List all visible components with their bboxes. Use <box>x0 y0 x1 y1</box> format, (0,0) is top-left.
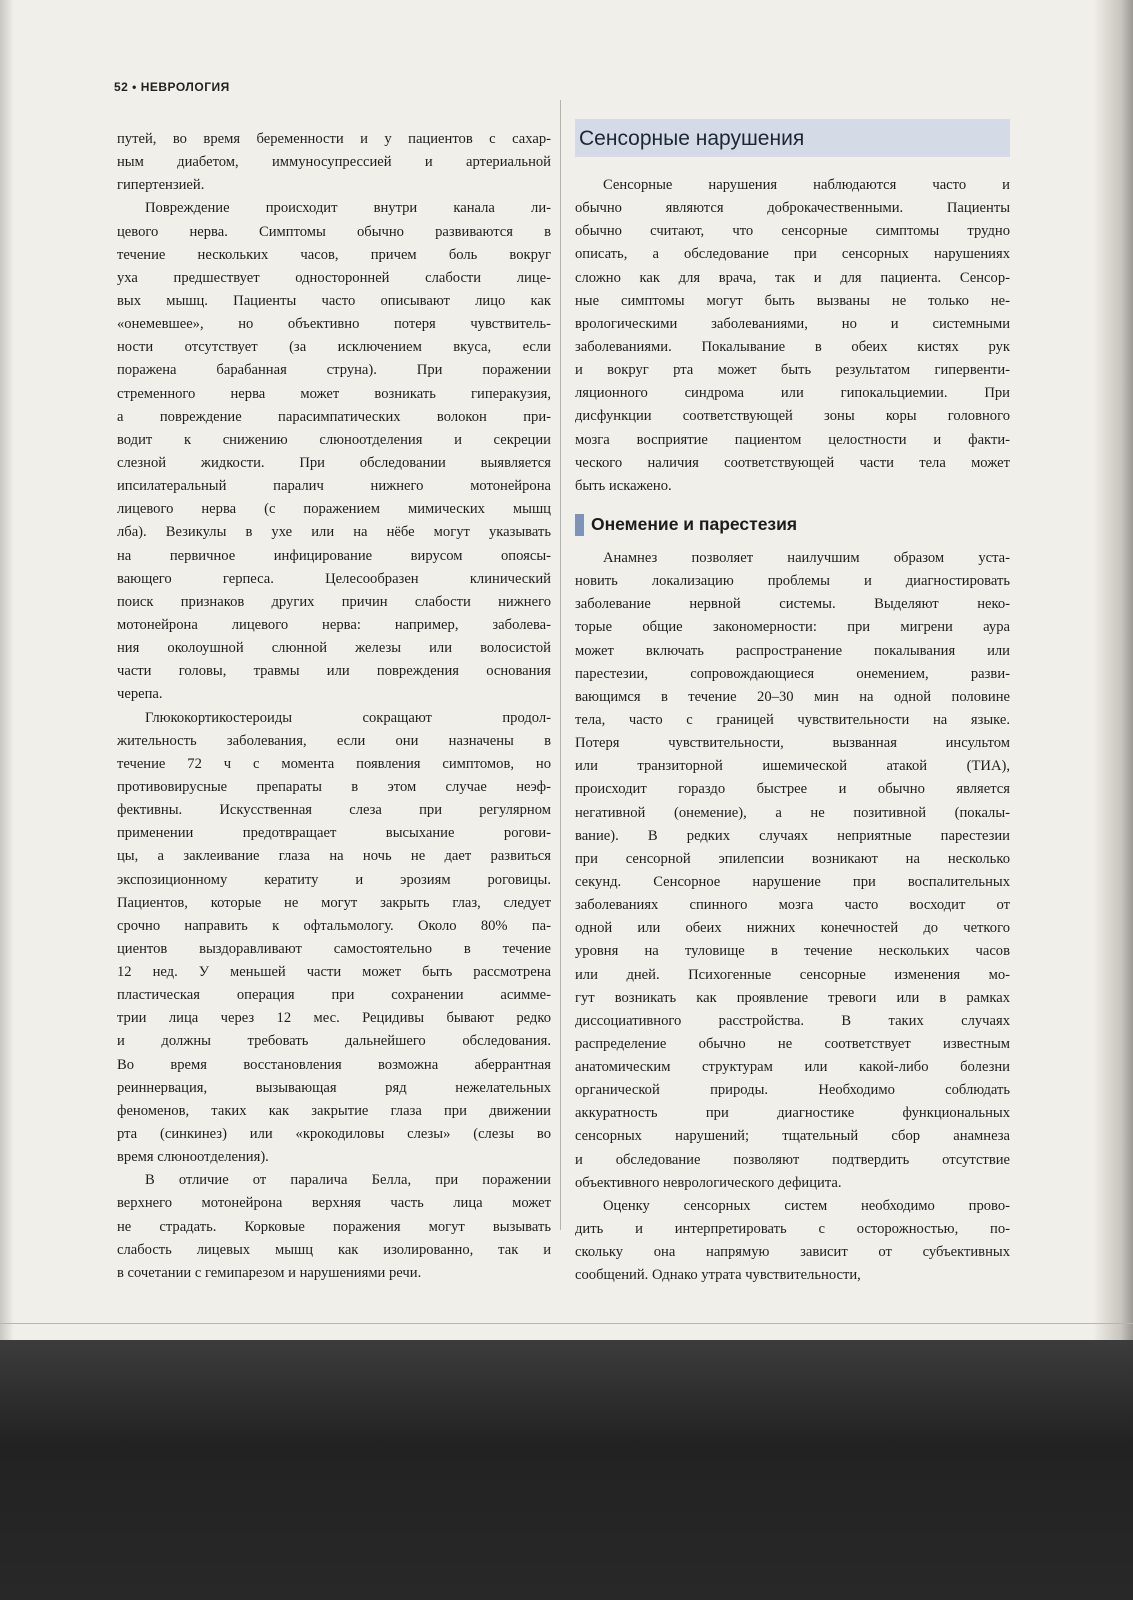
text-line: Повреждение происходит внутри канала ли- <box>145 200 551 217</box>
text-line: верхнего мотонейрона верхняя часть лица может <box>117 1195 551 1212</box>
subsection-title: Онемение и парестезия <box>591 514 798 535</box>
text-line: вание). В редких случаях неприятные парестезии <box>575 827 1010 844</box>
text-line: мотонейрона лицевого нерва: например, заболева- <box>117 616 551 633</box>
text-line: при сенсорной эпилепсии возникают на несколько <box>575 850 1010 867</box>
body-paragraph <box>117 128 551 197</box>
text-line: Сенсорные нарушения наблюдаются часто и <box>603 177 1010 193</box>
text-line: быть искажено. <box>575 477 672 494</box>
text-line: поиск признаков других причин слабости нижнего <box>117 593 551 610</box>
text-line: на первичное инфицирование вирусом опоясы- <box>117 547 551 564</box>
text-line: Анамнез позволяет наилучшим образом уста- <box>603 549 1010 566</box>
text-line: сообщений. Однако утрата чувствительности, <box>575 1267 861 1284</box>
text-line: 12 нед. У меньшей части может быть рассмотрена <box>117 964 551 981</box>
text-line: ности отсутствует (за исключением вкуса, если <box>117 339 551 356</box>
text-line: пластическая операция при сохранении асимме- <box>117 987 551 1004</box>
text-line: а повреждение парасимпатических волокон при- <box>117 408 551 425</box>
page-edge-shadow <box>1093 0 1133 1340</box>
text-line: стременного нерва может возникать гиперакузия, <box>117 385 551 402</box>
text-line: новить локализацию проблемы и диагностировать <box>575 573 1010 590</box>
text-line: негативной (онемение), а не позитивной (покалы- <box>575 804 1010 821</box>
text-line: ческого наличия соответствующей части тела может <box>575 454 1010 471</box>
text-line: парестезии, сопровождающиеся онемением, разви- <box>575 665 1010 682</box>
text-line: время слюноотделения). <box>117 1149 269 1166</box>
text-line: Оценку сенсорных систем необходимо прово- <box>603 1197 1010 1214</box>
text-line: срочно направить к офтальмологу. Около 80% па- <box>117 917 551 934</box>
text-line: дить и интерпретировать с осторожностью, по- <box>575 1221 1010 1238</box>
text-line: не страдать. Корковые поражения могут вызывать <box>117 1218 551 1235</box>
text-line: врологическими заболеваниями, но и системными <box>575 315 1010 332</box>
section-intro-paragraph <box>575 174 1010 498</box>
text-line: описать, а обследование при сенсорных нарушениях <box>575 246 1010 263</box>
text-line: обычно являются доброкачественными. Пациенты <box>575 200 1010 217</box>
text-line: уха предшествует односторонней слабости лице- <box>117 269 551 286</box>
text-line: обычно считают, что сенсорные симптомы трудно <box>575 223 1010 240</box>
text-line: жительность заболевания, если они назначены в <box>117 732 551 749</box>
running-head: 52 • НЕВРОЛОГИЯ <box>114 80 230 94</box>
body-paragraph <box>117 707 551 1170</box>
heading-marker-icon <box>575 514 584 536</box>
section-title: Сенсорные нарушения <box>575 119 1010 157</box>
text-line: слабость лицевых мышц как изолированно, так и <box>117 1241 551 1258</box>
text-line: водит к снижению слюноотделения и секреции <box>117 431 551 448</box>
text-line: феноменов, таких как закрытие глаза при движении <box>117 1102 551 1119</box>
text-line: одной или обеих нижних конечностей до четкого <box>575 920 1010 937</box>
text-line: гут возникать как проявление тревоги или в рамках <box>575 989 1010 1006</box>
text-line: черепа. <box>117 686 163 703</box>
text-line: органической природы. Необходимо соблюдать <box>575 1082 1010 1099</box>
body-paragraph <box>575 547 1010 1195</box>
dark-background <box>0 1340 1133 1600</box>
text-line: ипсилатеральный паралич нижнего мотонейрона <box>117 478 551 495</box>
text-line: вающего герпеса. Целесообразен клинический <box>117 570 551 587</box>
left-column <box>117 128 551 1285</box>
body-paragraph <box>575 1195 1010 1288</box>
text-line: объективного неврологического дефицита. <box>575 1174 842 1191</box>
text-line: анатомическим структурам или какой-либо болезни <box>575 1059 1010 1076</box>
text-line: В отличие от паралича Белла, при поражении <box>145 1172 551 1189</box>
text-line: ные симптомы могут быть вызваны не только не- <box>575 292 1010 309</box>
text-line: Глюкокортикостероиды сокращают продол- <box>145 709 551 726</box>
text-line: в сочетании с гемипарезом и нарушениями речи. <box>117 1264 422 1281</box>
text-line: сенсорных нарушений; тщательный сбор анамнеза <box>575 1128 1010 1145</box>
text-line: части головы, травмы или повреждения основания <box>117 663 551 680</box>
text-line: и вокруг рта может быть результатом гипервенти- <box>575 362 1010 379</box>
text-line: цевого нерва. Симптомы обычно развиваются в <box>117 223 551 240</box>
text-line: реиннервация, вызывающая ряд нежелательных <box>117 1079 551 1096</box>
text-line: заболеваниях спинного мозга часто восходит от <box>575 897 1010 914</box>
text-line: или транзиторной ишемической атакой (ТИА), <box>575 758 1010 775</box>
text-line: заболевание нервной системы. Выделяют неко- <box>575 596 1010 613</box>
body-paragraph <box>117 197 551 706</box>
text-line: мозга восприятие пациентом целостности и факти- <box>575 431 1010 448</box>
text-line: течение 72 ч с момента появления симптомов, но <box>117 755 551 772</box>
text-line: Пациентов, которые не могут закрыть глаз, следует <box>117 894 551 911</box>
text-line: лицевого нерва (с поражением мимических мышц <box>117 501 551 518</box>
text-line: фективны. Искусственная слеза при регулярном <box>117 802 551 819</box>
text-line: аккуратность при диагностике функциональных <box>575 1105 1010 1122</box>
text-line: ным диабетом, иммуносупрессией и артериальной <box>117 154 551 171</box>
text-line: ляционного синдрома или гипокальциемии. При <box>575 385 1010 402</box>
text-line: скольку она напрямую зависит от субъективных <box>575 1244 1010 1261</box>
text-line: поражена барабанная струна). При поражении <box>117 362 551 379</box>
text-line: применении предотвращает высыхание рогови- <box>117 825 551 842</box>
text-line: вых мышц. Пациенты часто описывают лицо как <box>117 292 551 309</box>
text-line: «онемевшее», но объективно потеря чувствитель- <box>117 316 551 333</box>
text-line: сложно как для врача, так и для пациента. Сенсор- <box>575 269 1010 286</box>
text-line: течение нескольких часов, причем боль вокруг <box>117 246 551 263</box>
text-line: путей, во время беременности и у пациентов с сахар- <box>117 131 551 147</box>
text-line: распределение обычно не соответствует известным <box>575 1035 1010 1052</box>
text-line: торые общие закономерности: при мигрени аура <box>575 619 1010 636</box>
text-line: заболеваниями. Покалывание в обеих кистях рук <box>575 338 1010 355</box>
text-line: уровня на туловище в течение нескольких часов <box>575 943 1010 960</box>
text-line: и обследование позволяют подтвердить отсутствие <box>575 1151 1010 1168</box>
text-line: рта (синкинез) или «крокодиловы слезы» (слезы во <box>117 1126 551 1143</box>
page-bottom-edge <box>0 1323 1133 1324</box>
text-line: циентов выздоравливают самостоятельно в течение <box>117 940 551 957</box>
subsection-heading <box>575 510 1010 540</box>
subsection-body <box>575 547 1010 1288</box>
text-line: слезной жидкости. При обследовании выявляется <box>117 454 551 471</box>
text-line: Во время восстановления возможна аберрантная <box>117 1056 551 1073</box>
body-paragraph <box>117 1169 551 1285</box>
text-line: противовирусные препараты в этом случае неэф- <box>117 778 551 795</box>
text-line: трии лица через 12 мес. Рецидивы бывают редко <box>117 1010 551 1027</box>
text-line: происходит гораздо быстрее и обычно является <box>575 781 1010 798</box>
text-line: или дней. Психогенные сенсорные изменения мо- <box>575 966 1010 983</box>
right-column <box>575 128 1010 1287</box>
text-line: ния околоушной слюнной железы или волосистой <box>117 640 551 657</box>
text-line: и должны требовать дальнейшего обследования. <box>117 1033 551 1050</box>
text-line: цы, а заклеивание глаза на ночь не дает развиться <box>117 848 551 865</box>
text-line: Потеря чувствительности, вызванная инсультом <box>575 735 1010 752</box>
text-line: дисфункции соответствующей зоны коры головного <box>575 408 1010 425</box>
column-divider <box>560 100 561 1230</box>
text-line: гипертензией. <box>117 177 205 194</box>
text-line: вающимся в течение 20–30 мин на одной половине <box>575 688 1010 705</box>
text-line: диссоциативного расстройства. В таких случаях <box>575 1012 1010 1029</box>
text-line: тела, часто с границей чувствительности на языке. <box>575 711 1010 728</box>
text-line: может включать распространение покалывания или <box>575 642 1010 659</box>
text-line: экспозиционному кератиту и эрозиям роговицы. <box>117 871 551 888</box>
text-line: лба). Везикулы в ухе или на нёбе могут указывать <box>117 524 551 541</box>
text-line: секунд. Сенсорное нарушение при воспалительных <box>575 873 1010 890</box>
spine-shadow <box>0 0 14 1340</box>
